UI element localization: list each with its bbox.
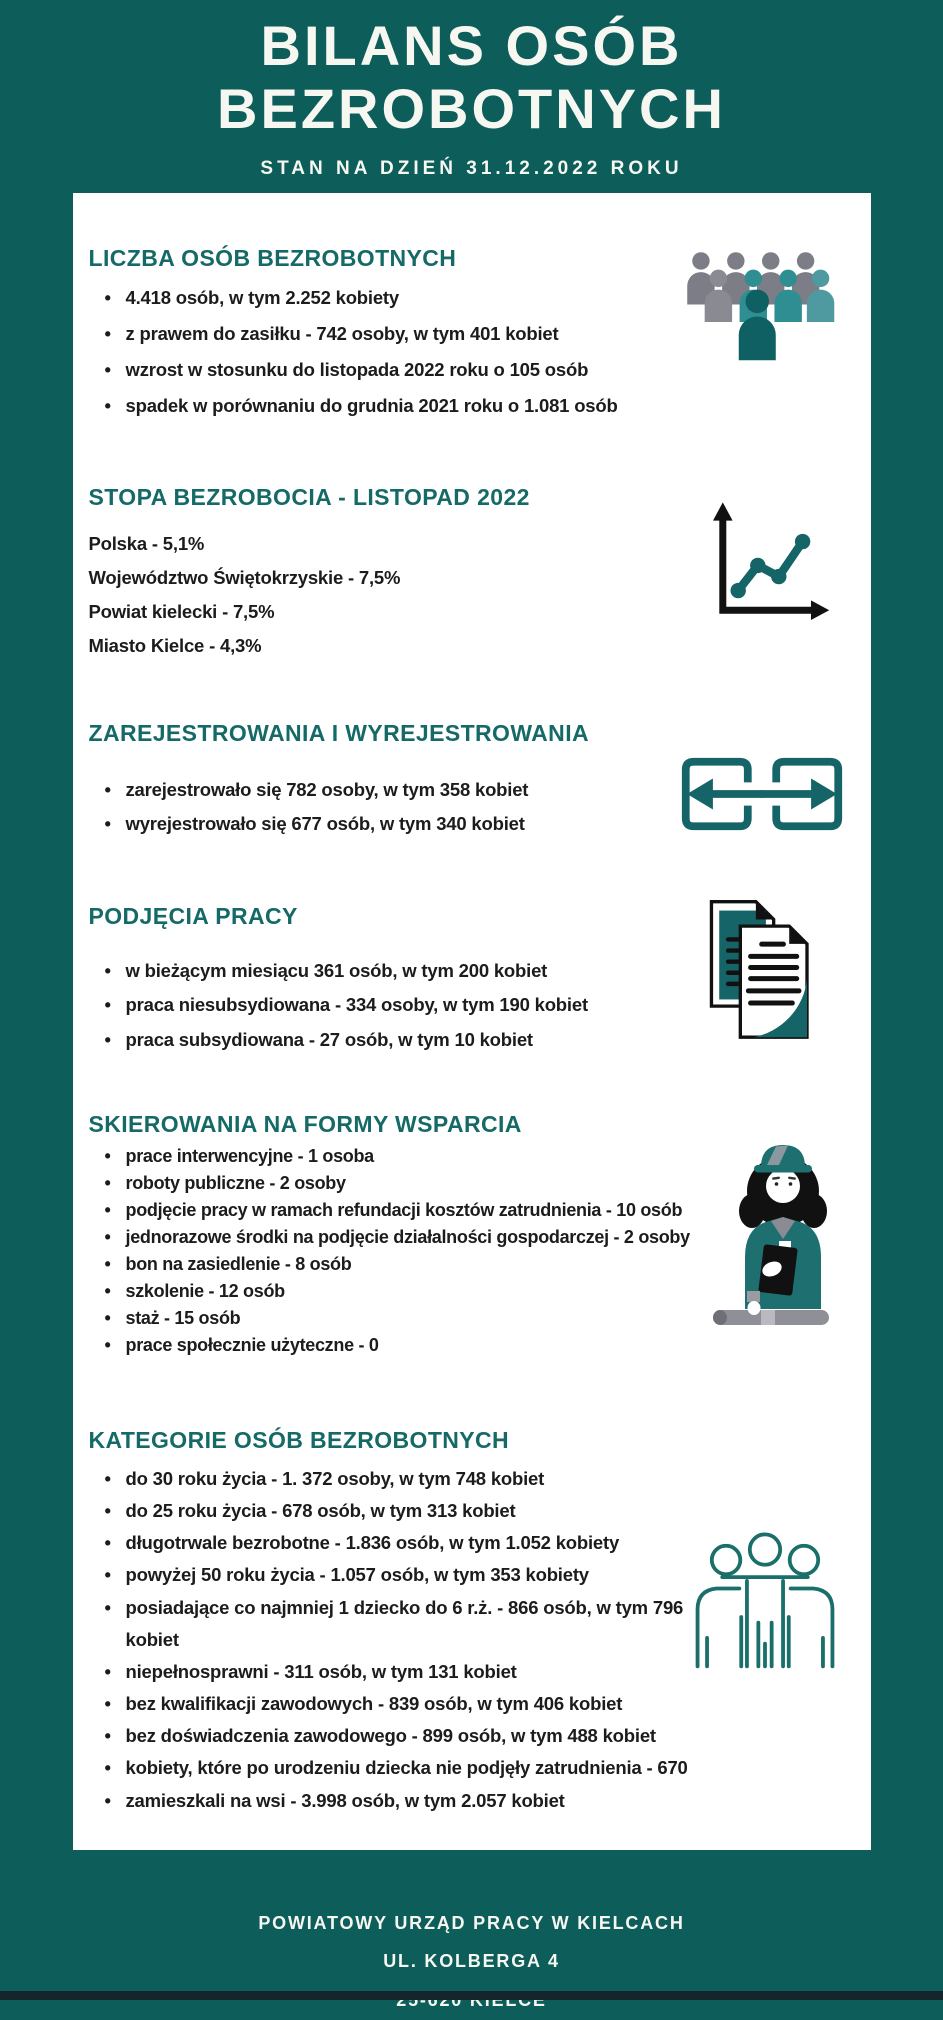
bullet-list [89, 773, 670, 841]
section-kategorie [89, 1427, 855, 1817]
list-item: Województwo Świętokrzyskie - 7,5% [88, 567, 401, 588]
section-title: PODJĘCIA PRACY [88, 903, 298, 930]
page-title-line2: BEZROBOTNYCH [217, 77, 726, 141]
bullet-list [89, 1143, 779, 1359]
section-skierowania [89, 1111, 855, 1359]
bullet-list [89, 1463, 707, 1817]
bottom-border [0, 1991, 943, 2000]
section-stopa-bezrobocia [89, 484, 855, 664]
section-zarejestrowania [89, 720, 855, 841]
list-item: • roboty publiczne - 2 osoby [103, 1170, 779, 1197]
header [0, 0, 943, 180]
list-item: • z prawem do zasiłku - 742 osoby, w tym 401 kobiet [103, 316, 670, 352]
list-item: Miasto Kielce - 4,3% [88, 635, 262, 657]
list-item: • bez kwalifikacji zawodowych - 839 osób, w tym 406 kobiet [103, 1688, 707, 1720]
list-item: • jednorazowe środki na podjęcie działalności gospodarczej - 2 osoby [103, 1224, 779, 1251]
footer [0, 1904, 943, 2020]
section-liczba-osob-bezrobotnych [89, 245, 855, 424]
page-subtitle: STAN NA DZIEŃ 31.12.2022 ROKU [260, 157, 683, 179]
list-item: • staż - 15 osób [103, 1305, 779, 1332]
bullet-list [89, 954, 670, 1057]
list-item: • niepełnosprawni - 311 osób, w tym 131 kobiet [103, 1656, 707, 1688]
list-item: • bez doświadczenia zawodowego - 899 osób, w tym 488 kobiet [103, 1720, 707, 1752]
section-title: ZAREJESTROWANIA I WYREJESTROWANIA [88, 719, 589, 746]
section-text [89, 1111, 779, 1359]
section-text [89, 1427, 707, 1817]
section-title: KATEGORIE OSÓB BEZROBOTNYCH [88, 1426, 510, 1453]
bullet-list [89, 280, 670, 424]
section-text [89, 720, 670, 841]
section-title: STOPA BEZROBOCIA - LISTOPAD 2022 [88, 483, 530, 510]
section-text [89, 903, 670, 1057]
worker-woman-illustration [709, 1129, 859, 1344]
section-title: LICZBA OSÓB BEZROBOTNYCH [88, 244, 457, 271]
list-item: • wyrejestrowało się 677 osób, w tym 340 kobiet [103, 807, 670, 841]
plain-list [89, 527, 670, 664]
list-item: • do 30 roku życia - 1. 372 osoby, w tym 748 kobiet [103, 1463, 707, 1495]
list-item: • kobiety, które po urodzeniu dziecka nie podjęły zatrudnienia - 670 [103, 1752, 707, 1784]
list-item: • szkolenie - 12 osób [103, 1278, 779, 1305]
list-item: • wzrost w stosunku do listopada 2022 roku o 105 osób [103, 352, 670, 388]
list-item: • spadek w porównaniu do grudnia 2021 roku o 1.081 osób [103, 388, 670, 424]
content-card [73, 193, 871, 1850]
page-title-line1: BILANS OSÓB [260, 14, 683, 77]
footer-city [0, 1981, 943, 2020]
footer-org-name: POWIATOWY URZĄD PRACY W KIELCACH [258, 1912, 685, 1933]
list-item: • w bieżącym miesiącu 361 osób, w tym 200 kobiet [103, 954, 670, 988]
list-item: • bon na zasiedlenie - 8 osób [103, 1251, 779, 1278]
list-item: Powiat kielecki - 7,5% [88, 601, 275, 623]
list-item: • praca niesubsydiowana - 334 osoby, w tym 190 kobiet [103, 988, 670, 1022]
list-item: • do 25 roku życia - 678 osób, w tym 313 kobiet [103, 1495, 707, 1527]
people-group-outline-icon [681, 1522, 849, 1679]
transfer-arrows-icon [670, 748, 855, 841]
section-title: SKIEROWANIA NA FORMY WSPARCIA [88, 1110, 522, 1137]
line-chart-icon [670, 494, 855, 664]
list-item: • długotrwale bezrobotne - 1.836 osób, w tym 1.052 kobiety [103, 1527, 707, 1559]
people-crowd-icon [670, 247, 855, 424]
list-item: • powyżej 50 roku życia - 1.057 osób, w tym 353 kobiety [103, 1559, 707, 1591]
section-text [89, 484, 670, 664]
list-item: • zamieszkali na wsi - 3.998 osób, w tym 2.057 kobiet [103, 1785, 707, 1817]
documents-icon [670, 895, 855, 1057]
list-item: • 4.418 osób, w tym 2.252 kobiety [103, 280, 670, 316]
list-item: • zarejestrowało się 782 osoby, w tym 358 kobiet [103, 773, 670, 807]
list-item: Polska - 5,1% [88, 532, 205, 554]
list-item: • praca subsydiowana - 27 osób, w tym 10 kobiet [103, 1023, 670, 1057]
footer-street: UL. KOLBERGA 4 [383, 1951, 560, 1972]
list-item: • podjęcie pracy w ramach refundacji kosztów zatrudnienia - 10 osób [103, 1197, 779, 1224]
list-item: • prace społecznie użyteczne - 0 [103, 1332, 779, 1359]
section-text [89, 245, 670, 424]
list-item: • posiadające co najmniej 1 dziecko do 6 r.ż. - 866 osób, w tym 796 kobiet [103, 1592, 707, 1656]
section-podjecia-pracy [89, 903, 855, 1057]
list-item: • prace interwencyjne - 1 osoba [103, 1143, 779, 1170]
